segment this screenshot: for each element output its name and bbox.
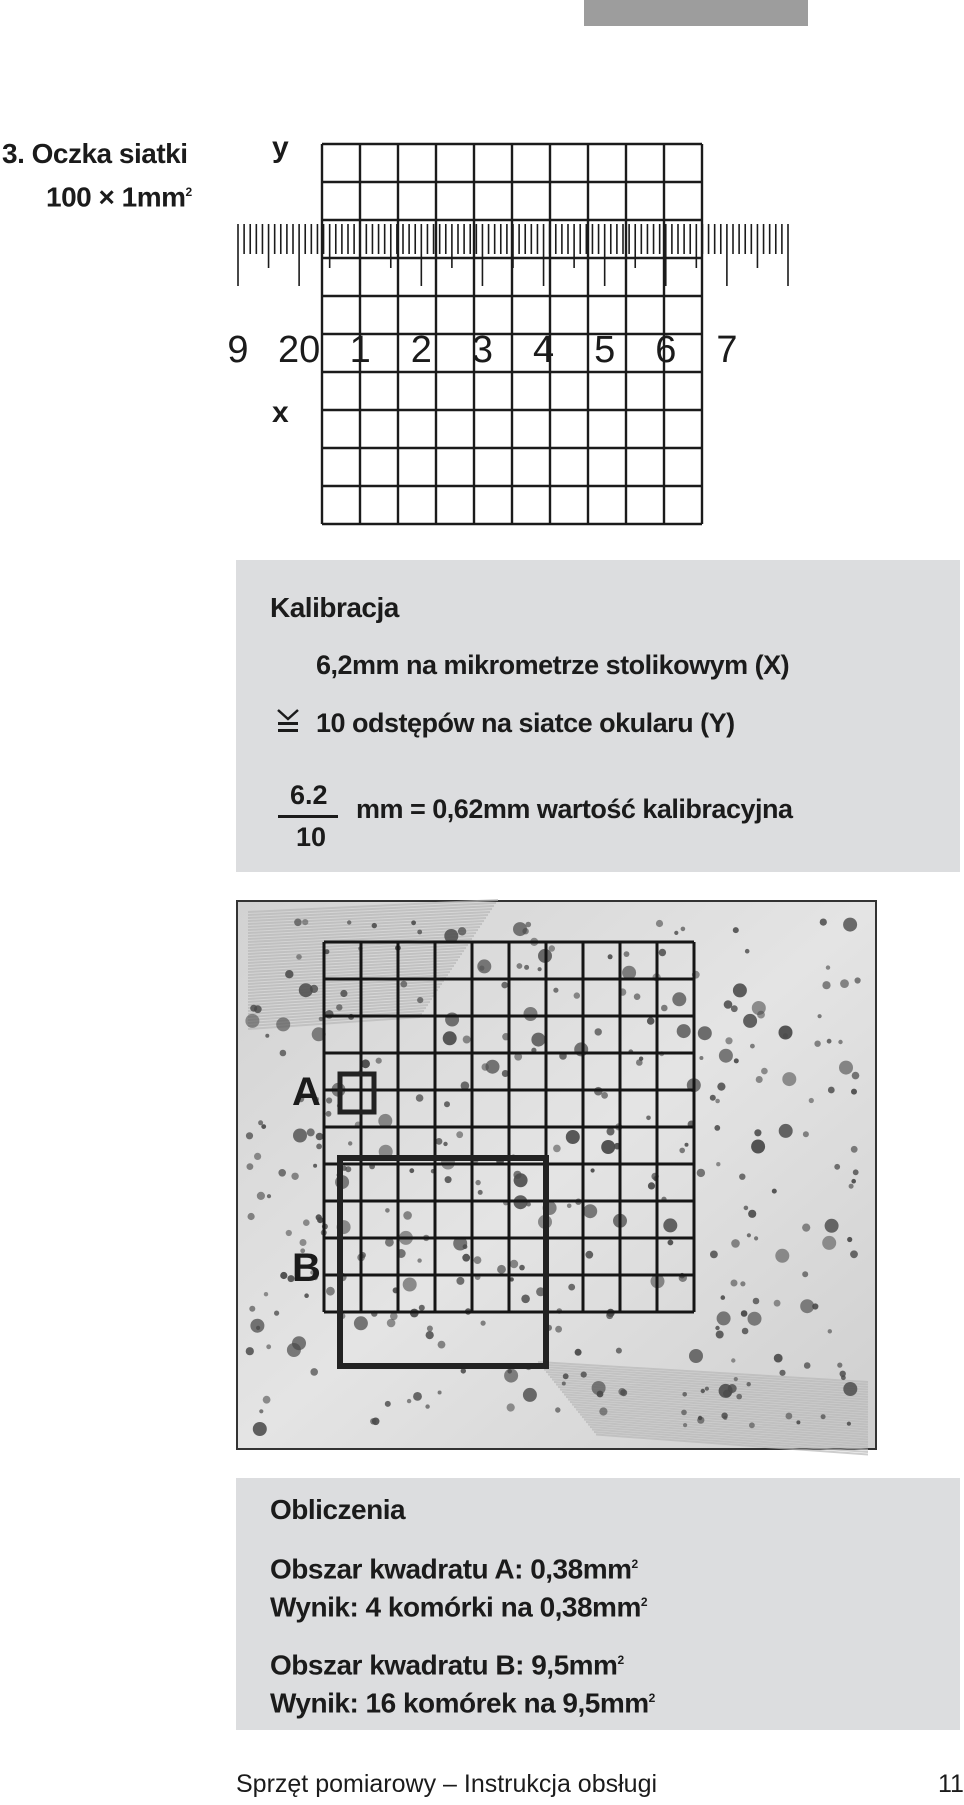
colony bbox=[740, 1281, 745, 1286]
colony bbox=[523, 1388, 537, 1402]
colony bbox=[261, 1124, 266, 1129]
colony bbox=[555, 1407, 560, 1412]
colony bbox=[818, 1014, 822, 1018]
colony bbox=[531, 1033, 545, 1047]
colony-photo bbox=[236, 900, 877, 1450]
colony bbox=[855, 977, 861, 983]
colony bbox=[624, 951, 630, 957]
colony bbox=[736, 1394, 742, 1400]
colony bbox=[438, 1341, 446, 1349]
square-a-area bbox=[270, 1546, 638, 1587]
colony bbox=[796, 1420, 800, 1424]
section-subtitle-text: 100 × 1mm bbox=[46, 181, 186, 213]
calibration-line-y: 10 odstępów na siatce okularu (Y) bbox=[316, 708, 735, 738]
colony bbox=[521, 1295, 530, 1304]
header-bar bbox=[584, 0, 808, 26]
colony bbox=[291, 1173, 298, 1180]
colony bbox=[699, 1056, 703, 1060]
colony bbox=[677, 1024, 691, 1038]
colony bbox=[754, 1236, 758, 1240]
colony bbox=[326, 1111, 332, 1117]
colony bbox=[723, 1416, 727, 1420]
square-b-area bbox=[270, 1642, 624, 1683]
colony bbox=[748, 1312, 762, 1326]
scale-number: 7 bbox=[716, 329, 738, 371]
colony bbox=[553, 1145, 561, 1153]
colony bbox=[601, 1140, 615, 1154]
colony bbox=[463, 1244, 468, 1249]
square-b-area-sup: 2 bbox=[617, 1653, 624, 1667]
colony bbox=[245, 1014, 259, 1028]
colony bbox=[814, 1041, 820, 1047]
square-a-area-text: Obszar kwadratu A: 0,38mm bbox=[270, 1553, 632, 1585]
colony bbox=[250, 1005, 257, 1012]
colony bbox=[826, 965, 830, 969]
scale-number: 4 bbox=[532, 329, 555, 371]
colony bbox=[648, 1182, 655, 1189]
colony bbox=[701, 1389, 705, 1393]
colony bbox=[852, 1072, 860, 1080]
colony bbox=[724, 1000, 733, 1009]
colony bbox=[716, 1162, 720, 1166]
colony bbox=[591, 1168, 595, 1172]
colony bbox=[734, 1058, 739, 1063]
colony bbox=[608, 954, 613, 959]
square-a-label: A bbox=[292, 1070, 321, 1114]
colony bbox=[595, 1028, 602, 1035]
colony bbox=[849, 1184, 854, 1189]
colony bbox=[478, 1190, 483, 1195]
colony bbox=[443, 1031, 457, 1045]
colony bbox=[524, 965, 529, 970]
colony bbox=[354, 1316, 368, 1330]
colony bbox=[258, 1120, 263, 1125]
section-subtitle-sup: 2 bbox=[185, 185, 192, 199]
colony bbox=[841, 1375, 846, 1380]
colony bbox=[821, 1414, 826, 1419]
colony bbox=[250, 1319, 264, 1333]
colony bbox=[749, 1422, 755, 1428]
colony bbox=[303, 1219, 310, 1226]
colony bbox=[387, 1319, 396, 1328]
colony bbox=[779, 1124, 793, 1138]
fraction-numerator: 6.2 bbox=[290, 780, 328, 810]
square-a-result-text: Wynik: 4 komórki na 0,38mm bbox=[270, 1591, 641, 1623]
colony bbox=[254, 1153, 261, 1160]
colony bbox=[409, 1168, 414, 1173]
colony bbox=[714, 1125, 720, 1131]
colony bbox=[259, 1409, 263, 1413]
colony bbox=[754, 1129, 761, 1136]
colony bbox=[710, 1251, 718, 1259]
colony bbox=[616, 1348, 622, 1354]
colony bbox=[851, 1179, 856, 1184]
x-axis-label: x bbox=[272, 396, 289, 429]
colony bbox=[774, 1354, 783, 1363]
colony bbox=[679, 1148, 685, 1154]
colony bbox=[715, 1326, 719, 1330]
colony bbox=[672, 992, 686, 1006]
colony bbox=[376, 1058, 382, 1064]
colony bbox=[553, 988, 558, 993]
colony bbox=[685, 1143, 689, 1147]
colony bbox=[804, 1362, 811, 1369]
calibration-result: mm = 0,62mm wartość kalibracyjna bbox=[356, 794, 793, 824]
colony bbox=[265, 1034, 269, 1038]
eyepiece-grid bbox=[322, 144, 702, 524]
colony bbox=[834, 1164, 840, 1170]
colony bbox=[249, 1306, 255, 1312]
square-b-area-text: Obszar kwadratu B: 9,5mm bbox=[270, 1649, 618, 1681]
colony bbox=[253, 1422, 267, 1436]
colony bbox=[731, 1358, 735, 1362]
colony bbox=[256, 1326, 260, 1330]
colony bbox=[248, 1213, 255, 1220]
colony bbox=[385, 1208, 390, 1213]
colony bbox=[524, 1007, 538, 1021]
colony bbox=[336, 1004, 342, 1010]
colony bbox=[300, 1239, 307, 1246]
colony bbox=[725, 1037, 732, 1044]
colony bbox=[287, 1343, 301, 1357]
colony bbox=[786, 1413, 793, 1420]
colony bbox=[510, 1260, 518, 1268]
colony bbox=[522, 928, 528, 934]
colony bbox=[837, 1363, 842, 1368]
colony bbox=[319, 1017, 323, 1021]
colony bbox=[850, 1250, 858, 1258]
scale-number: 20 bbox=[277, 329, 321, 371]
colony bbox=[475, 1180, 480, 1185]
colony bbox=[853, 1169, 859, 1175]
colony bbox=[851, 1089, 857, 1095]
reticle-diagram bbox=[0, 120, 960, 540]
colony bbox=[668, 1240, 674, 1246]
colony bbox=[757, 1011, 765, 1019]
colony bbox=[716, 1331, 724, 1339]
scale-number: 6 bbox=[655, 329, 677, 371]
colony bbox=[847, 1422, 851, 1426]
colony bbox=[574, 992, 580, 998]
colony bbox=[647, 1017, 655, 1025]
colony bbox=[733, 983, 747, 997]
colony bbox=[257, 1192, 265, 1200]
colony bbox=[636, 1059, 643, 1066]
colony bbox=[555, 1326, 562, 1333]
colony bbox=[822, 981, 830, 989]
colony bbox=[744, 1206, 749, 1211]
colony bbox=[400, 981, 407, 988]
calibration-title: Kalibracja bbox=[270, 592, 399, 623]
square-a-result bbox=[270, 1584, 647, 1625]
colony bbox=[317, 1217, 323, 1223]
colony bbox=[463, 1036, 471, 1044]
colony bbox=[566, 1130, 580, 1144]
colony bbox=[294, 919, 302, 927]
colony bbox=[681, 1410, 687, 1416]
colony bbox=[783, 1033, 788, 1038]
colony bbox=[745, 949, 750, 954]
colony bbox=[370, 1418, 376, 1424]
colony bbox=[280, 1050, 287, 1057]
colony bbox=[517, 963, 523, 969]
colony bbox=[562, 1382, 566, 1386]
scale-numbers bbox=[227, 329, 737, 371]
colony bbox=[575, 1349, 582, 1356]
colony bbox=[501, 982, 508, 989]
colony-photo-image bbox=[238, 902, 875, 1448]
colony bbox=[751, 1140, 765, 1154]
fraction-bar bbox=[278, 815, 338, 818]
colony bbox=[775, 1249, 789, 1263]
colony bbox=[419, 1305, 425, 1311]
colony bbox=[497, 1265, 506, 1274]
colony bbox=[263, 1396, 271, 1404]
colony bbox=[413, 1392, 422, 1401]
colony bbox=[682, 1392, 687, 1397]
colony bbox=[782, 1072, 796, 1086]
colony bbox=[481, 1321, 486, 1326]
colony bbox=[456, 1277, 464, 1285]
colony bbox=[479, 966, 484, 971]
colony bbox=[747, 1382, 751, 1386]
colony bbox=[756, 1076, 763, 1083]
colony bbox=[634, 993, 641, 1000]
colony bbox=[585, 1251, 593, 1259]
colony bbox=[278, 1169, 286, 1177]
colony bbox=[843, 1382, 857, 1396]
colony bbox=[733, 927, 739, 933]
colony bbox=[581, 1372, 587, 1378]
colony bbox=[458, 927, 466, 935]
colony bbox=[803, 1131, 809, 1137]
colony bbox=[742, 1328, 749, 1335]
scale-number: 9 bbox=[227, 329, 249, 371]
colony bbox=[731, 1005, 738, 1012]
colony bbox=[568, 1284, 575, 1291]
colony bbox=[659, 949, 666, 956]
colony bbox=[266, 1344, 271, 1349]
colony bbox=[719, 1049, 733, 1063]
colony bbox=[519, 1265, 525, 1271]
colony bbox=[809, 1098, 814, 1103]
colony bbox=[504, 1369, 518, 1383]
colony bbox=[715, 1099, 720, 1104]
colony bbox=[417, 997, 423, 1003]
colony bbox=[828, 1087, 835, 1094]
fraction-denominator: 10 bbox=[296, 822, 327, 852]
colony bbox=[839, 1061, 853, 1075]
square-a-result-sup: 2 bbox=[640, 1595, 648, 1609]
colony bbox=[313, 1164, 317, 1168]
colony bbox=[462, 1254, 470, 1262]
colony bbox=[847, 1237, 852, 1242]
colony bbox=[417, 930, 422, 935]
colony bbox=[403, 1211, 412, 1220]
colony bbox=[482, 1063, 489, 1070]
colony bbox=[307, 1128, 315, 1136]
square-b-label: B bbox=[292, 1246, 321, 1290]
colony bbox=[267, 1194, 271, 1198]
colony bbox=[456, 1131, 463, 1138]
colony bbox=[276, 1017, 290, 1031]
colony bbox=[264, 1292, 268, 1296]
colony bbox=[599, 1407, 607, 1415]
colony bbox=[748, 1210, 756, 1218]
colony bbox=[436, 1138, 443, 1145]
colony bbox=[316, 1144, 322, 1150]
square-a-area-sup: 2 bbox=[631, 1557, 638, 1571]
colony bbox=[247, 1163, 254, 1170]
colony bbox=[583, 1204, 597, 1218]
colony bbox=[445, 1176, 452, 1183]
colony bbox=[538, 967, 542, 971]
colony bbox=[310, 985, 318, 993]
colony bbox=[838, 1040, 842, 1044]
scale-number: 2 bbox=[410, 329, 432, 371]
colony bbox=[802, 1224, 810, 1232]
colony bbox=[296, 954, 302, 960]
colony bbox=[731, 1280, 738, 1287]
page-number: 11 bbox=[938, 1770, 964, 1798]
square-b-result bbox=[270, 1680, 655, 1721]
colony bbox=[425, 1404, 429, 1408]
colony bbox=[774, 1300, 781, 1307]
colony bbox=[372, 923, 377, 928]
y-axis-label: y bbox=[272, 131, 289, 164]
colony bbox=[385, 1401, 391, 1407]
colony bbox=[274, 1311, 279, 1316]
colony bbox=[843, 918, 857, 932]
colony bbox=[286, 1230, 292, 1236]
colony bbox=[597, 1391, 604, 1398]
scale-number: 5 bbox=[594, 329, 616, 371]
colony bbox=[618, 1388, 625, 1395]
colony bbox=[246, 1347, 254, 1355]
colony bbox=[697, 1169, 705, 1177]
colony bbox=[681, 927, 686, 932]
colony bbox=[825, 1219, 839, 1233]
colony bbox=[747, 1233, 751, 1237]
colony bbox=[304, 1293, 309, 1298]
colony bbox=[513, 1171, 521, 1179]
colony bbox=[828, 1329, 832, 1333]
colony bbox=[761, 1068, 768, 1075]
colony bbox=[674, 931, 678, 935]
colony bbox=[705, 1387, 709, 1391]
colony bbox=[698, 1416, 702, 1420]
colony bbox=[407, 1399, 411, 1403]
colony bbox=[731, 1239, 740, 1248]
square-b-result-sup: 2 bbox=[648, 1691, 655, 1705]
colony bbox=[427, 1326, 433, 1332]
colony bbox=[689, 1349, 703, 1363]
colony bbox=[721, 1295, 726, 1300]
colony bbox=[802, 1271, 808, 1277]
colony bbox=[607, 1128, 615, 1136]
colony bbox=[663, 1218, 677, 1232]
colony bbox=[822, 1236, 836, 1250]
colony bbox=[361, 1059, 370, 1068]
scale-number: 3 bbox=[471, 329, 494, 371]
colony bbox=[739, 1174, 745, 1180]
calculations-title: Obliczenia bbox=[270, 1494, 406, 1525]
colony bbox=[743, 1014, 757, 1028]
colony bbox=[563, 1373, 569, 1379]
colony bbox=[526, 922, 532, 928]
colony bbox=[340, 990, 347, 997]
colony bbox=[416, 1094, 424, 1102]
colony bbox=[326, 1097, 332, 1103]
corresponds-to-icon bbox=[276, 708, 300, 734]
colony bbox=[348, 1141, 352, 1145]
colony bbox=[310, 1368, 318, 1376]
colony bbox=[293, 1129, 307, 1143]
colony bbox=[403, 1278, 417, 1292]
colony bbox=[683, 1423, 687, 1427]
colony bbox=[779, 1370, 785, 1376]
colony bbox=[741, 1310, 748, 1317]
colony bbox=[477, 959, 491, 973]
colony bbox=[246, 1132, 253, 1139]
colony bbox=[411, 920, 416, 925]
colony bbox=[800, 1299, 814, 1313]
colony bbox=[326, 1287, 335, 1296]
colony bbox=[851, 1146, 858, 1153]
colony bbox=[443, 1142, 447, 1146]
colony bbox=[753, 1298, 760, 1305]
colony bbox=[750, 1044, 755, 1049]
colony bbox=[567, 1204, 572, 1209]
colony bbox=[656, 920, 663, 927]
colony bbox=[426, 1331, 434, 1339]
colony bbox=[717, 1311, 731, 1325]
colony bbox=[417, 1258, 421, 1262]
colony bbox=[827, 1039, 832, 1044]
colony bbox=[507, 1403, 515, 1411]
colony bbox=[347, 920, 351, 924]
footer-title: Sprzęt pomiarowy – Instrukcja obsługi bbox=[236, 1770, 658, 1798]
colony bbox=[772, 1189, 777, 1194]
colony bbox=[461, 1368, 466, 1373]
colony bbox=[710, 1095, 716, 1101]
colony bbox=[302, 919, 308, 925]
colony bbox=[285, 970, 293, 978]
colony bbox=[734, 1377, 738, 1381]
colony bbox=[661, 1005, 668, 1012]
colony bbox=[601, 1092, 608, 1099]
colony bbox=[474, 1256, 482, 1264]
colony bbox=[698, 1026, 712, 1040]
colony bbox=[438, 1391, 442, 1395]
colony bbox=[820, 919, 827, 926]
colony bbox=[280, 1272, 287, 1279]
colony bbox=[646, 1116, 651, 1121]
section-title: 3. Oczka siatki bbox=[2, 138, 188, 169]
calibration-line-x: 6,2mm na mikrometrze stolikowym (X) bbox=[316, 650, 790, 680]
colony bbox=[316, 1133, 324, 1141]
square-b-result-text: Wynik: 16 komórek na 9,5mm bbox=[270, 1687, 649, 1719]
colony bbox=[717, 1083, 725, 1091]
colony bbox=[444, 1101, 450, 1107]
colony bbox=[840, 979, 849, 988]
colony bbox=[719, 1384, 733, 1398]
scale-number: 1 bbox=[349, 329, 371, 371]
